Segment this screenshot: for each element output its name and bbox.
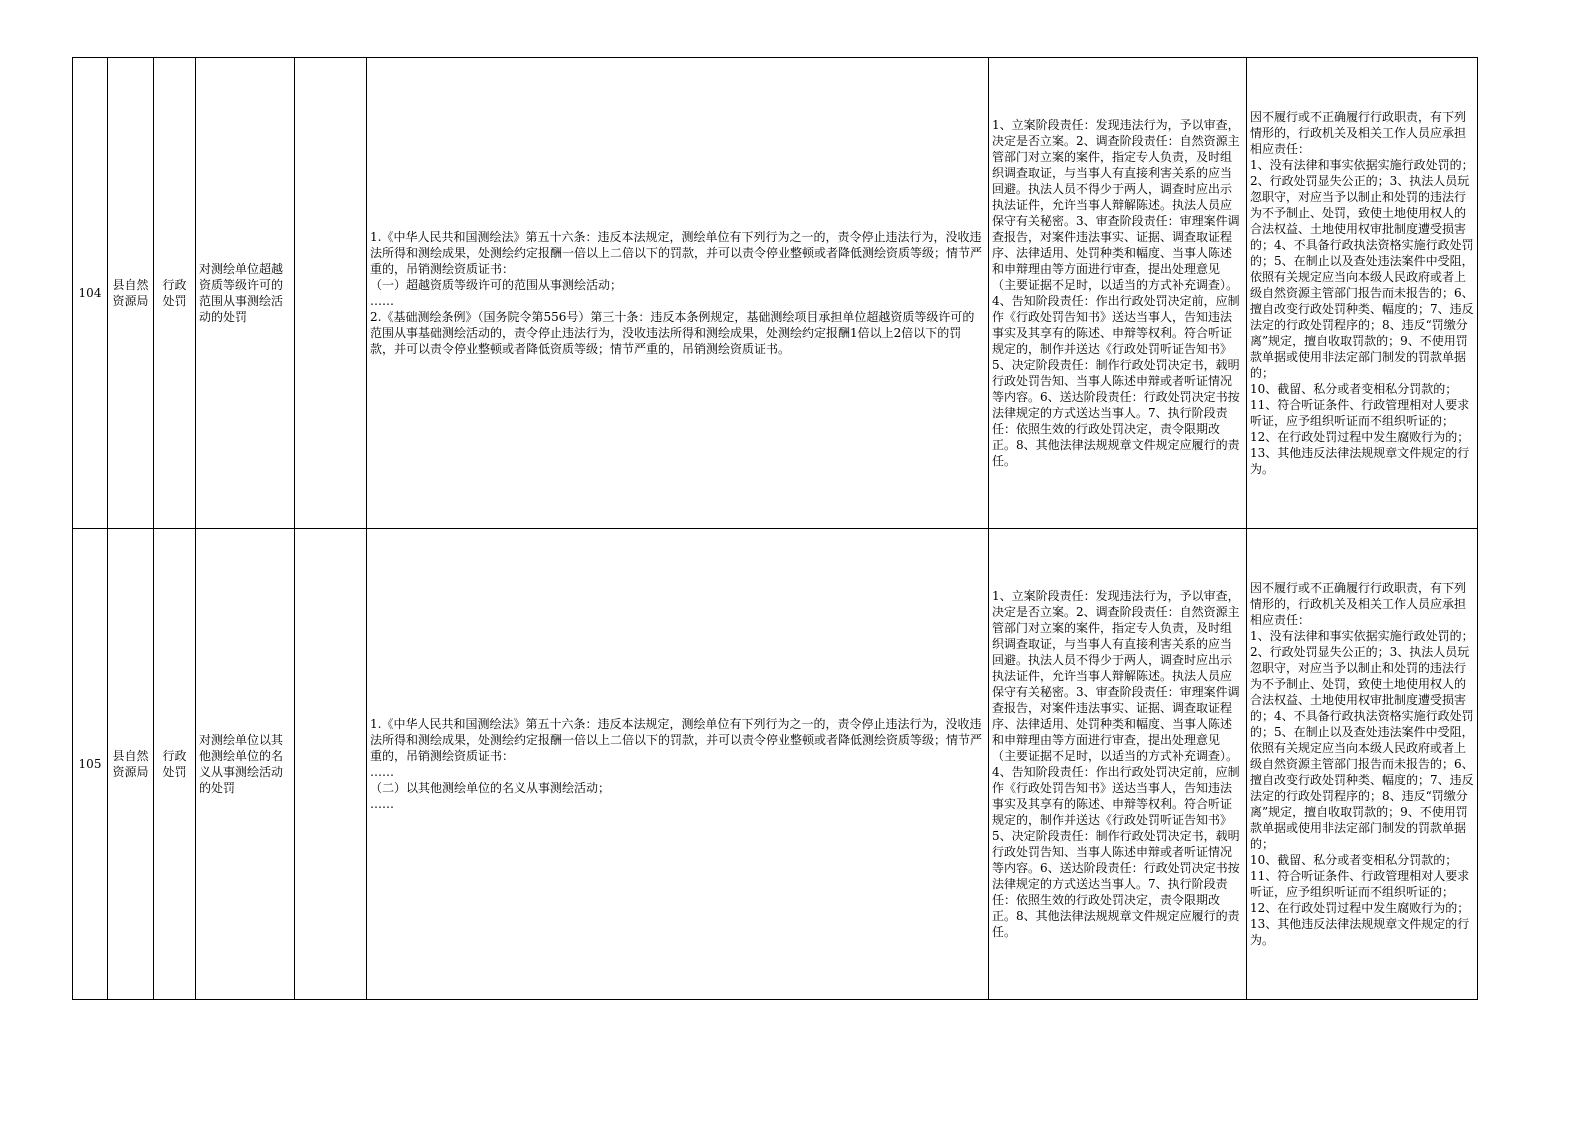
item-name: 对测绘单位以其他测绘单位的名义从事测绘活动的处罚 [196,529,295,1000]
item-name: 对测绘单位超越资质等级许可的范围从事测绘活动的处罚 [196,58,295,529]
item-number: 105 [73,529,108,1000]
responsibility: 1、立案阶段责任：发现违法行为，予以审查，决定是否立案。2、调查阶段责任：自然资源主管部门对立案的案件，指定专人负责，及时组织调查取证，与当事人有直接利害关系的应当回避。执法人员不得少于两人，调查时应出示执法证件，允许当事人辩解陈述。执法人员应保守有关秘密。3、审查阶段责任：审理案件调查报告，对案件违法事实、证据、调查取证程序、法律适用、处罚种类和幅度、当事人陈述和申辩理由等方面进行审查，提出处理意见（主要证据不足时，以适当的方式补充调查）。4、告知阶段责任：作出行政处罚决定前，应制作《行政处罚告知书》送达当事人，告知违法事实及其享有的陈述、申辩等权利。符合听证规定的，制作并送达《行政处罚听证告知书》5、决定阶段责任：制作行政处罚决定书，载明行政处罚告知、当事人陈述申辩或者听证情况等内容。6、送达阶段责任：行政处罚决定书按法律规定的方式送达当事人。7、执行阶段责任：依照生效的行政处罚决定，责令限期改正。8、其他法律法规规章文件规定应履行的责任。 [989,529,1247,1000]
responsibility: 1、立案阶段责任：发现违法行为，予以审查，决定是否立案。2、调查阶段责任：自然资源主管部门对立案的案件，指定专人负责，及时组织调查取证，与当事人有直接利害关系的应当回避。执法人员不得少于两人，调查时应出示执法证件，允许当事人辩解陈述。执法人员应保守有关秘密。3、审查阶段责任：审理案件调查报告，对案件违法事实、证据、调查取证程序、法律适用、处罚种类和幅度、当事人陈述和申辩理由等方面进行审查，提出处理意见（主要证据不足时，以适当的方式补充调查）。4、告知阶段责任：作出行政处罚决定前，应制作《行政处罚告知书》送达当事人，告知违法事实及其享有的陈述、申辩等权利。符合听证规定的，制作并送达《行政处罚听证告知书》5、决定阶段责任：制作行政处罚决定书，载明行政处罚告知、当事人陈述申辩或者听证情况等内容。6、送达阶段责任：行政处罚决定书按法律规定的方式送达当事人。7、执行阶段责任：依照生效的行政处罚决定，责令限期改正。8、其他法律法规规章文件规定应履行的责任。 [989,58,1247,529]
accountability: 因不履行或不正确履行行政职责，有下列情形的，行政机关及相关工作人员应承担相应责任： 1、没有法律和事实依据实施行政处罚的；2、行政处罚显失公正的；3、执法人员玩忽职守，对应当予以制止和处罚的违法行为不予制止、处罚，致使土地使用权人的合法权益、土地使用权审批制度遭受损害的；4、不具备行政执法资格实施行政处罚的；5、在制止以及查处违法案件中受阻，依照有关规定应当向本级人民政府或者上级自然资源主管部门报告而未报告的；6、擅自改变行政处罚种类、幅度的；7、违反法定的行政处罚程序的；8、违反“罚缴分离”规定，擅自收取罚款的；9、不使用罚款单据或使用非法定部门制发的罚款单据的； 10、截留、私分或者变相私分罚款的；11、符合听证条件、行政管理相对人要求听证，应予组织听证而不组织听证的；12、在行政处罚过程中发生腐败行为的；13、其他违反法律法规规章文件规定的行为。 [1247,58,1478,529]
department: 县自然资源局 [108,58,154,529]
legal-basis: 1.《中华人民共和国测绘法》第五十六条：违反本法规定，测绘单位有下列行为之一的，责令停止违法行为，没收违法所得和测绘成果，处测绘约定报酬一倍以上二倍以下的罚款，并可以责令停业整顿或者降低测绘资质等级；情节严重的，吊销测绘资质证书： …… （二）以其他测绘单位的名义从事测绘活动； …… [367,529,989,1000]
table-row [73,529,1478,1000]
legal-basis: 1.《中华人民共和国测绘法》第五十六条：违反本法规定，测绘单位有下列行为之一的，责令停止违法行为，没收违法所得和测绘成果，处测绘约定报酬一倍以上二倍以下的罚款，并可以责令停业整顿或者降低测绘资质等级；情节严重的，吊销测绘资质证书： （一）超越资质等级许可的范围从事测绘活动； …… 2.《基础测绘条例》（国务院令第556号）第三十条：违反本条例规定，基础测绘项目承担单位超越资质等级许可的范围从事基础测绘活动的，责令停止违法行为，没收违法所得和测绘成果，处测绘约定报酬1倍以上2倍以下的罚款，并可以责令停业整顿或者降低资质等级；情节严重的，吊销测绘资质证书。 [367,58,989,529]
sub-item [295,529,367,1000]
power-list-table [72,57,1478,1000]
table-row [73,58,1478,529]
power-type: 行政处罚 [154,58,196,529]
accountability: 因不履行或不正确履行行政职责，有下列情形的，行政机关及相关工作人员应承担相应责任： 1、没有法律和事实依据实施行政处罚的；2、行政处罚显失公正的；3、执法人员玩忽职守，对应当予以制止和处罚的违法行为不予制止、处罚，致使土地使用权人的合法权益、土地使用权审批制度遭受损害的；4、不具备行政执法资格实施行政处罚的；5、在制止以及查处违法案件中受阻，依照有关规定应当向本级人民政府或者上级自然资源主管部门报告而未报告的；6、擅自改变行政处罚种类、幅度的；7、违反法定的行政处罚程序的；8、违反“罚缴分离”规定，擅自收取罚款的；9、不使用罚款单据或使用非法定部门制发的罚款单据的； 10、截留、私分或者变相私分罚款的；11、符合听证条件、行政管理相对人要求听证，应予组织听证而不组织听证的；12、在行政处罚过程中发生腐败行为的；13、其他违反法律法规规章文件规定的行为。 [1247,529,1478,1000]
sub-item [295,58,367,529]
power-type: 行政处罚 [154,529,196,1000]
item-number: 104 [73,58,108,529]
department: 县自然资源局 [108,529,154,1000]
